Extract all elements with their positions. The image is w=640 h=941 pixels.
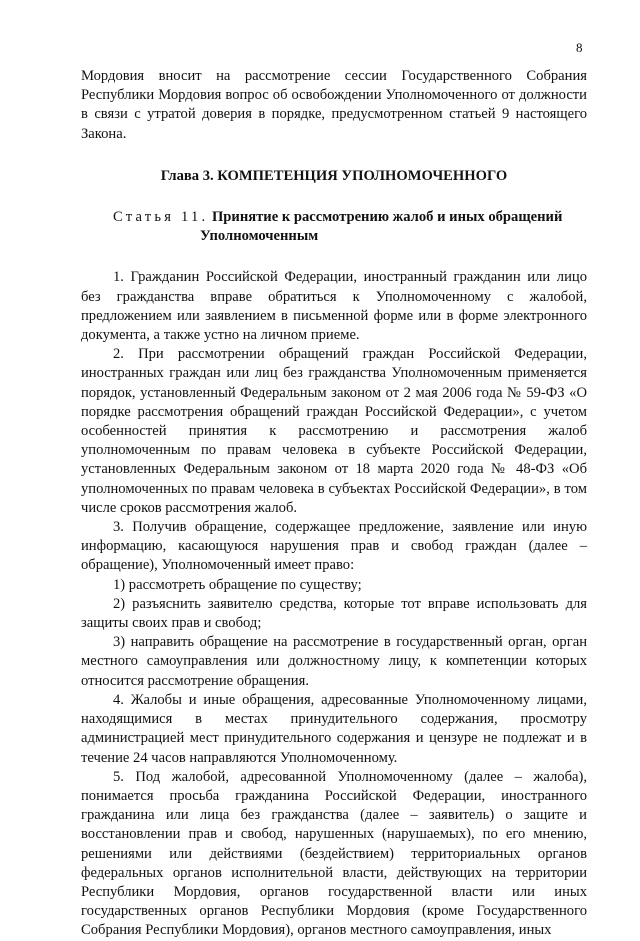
list-item-1: 1) рассмотреть обращение по существу; xyxy=(113,576,362,593)
article-title-line2: Уполномоченным xyxy=(200,228,319,245)
article-heading-line1 xyxy=(113,208,587,227)
list-item-2: 2) разъяснить заявителю средства, которые тот вправе использовать для защиты своих прав и свобод; xyxy=(81,595,587,632)
document-body xyxy=(81,67,587,941)
page-number: 8 xyxy=(576,40,583,55)
paragraph-1: 1. Гражданин Российской Федерации, иностранный гражданин или лицо без гражданства вправе обратиться к Уполномоченному с жалобой, предложением или заявлением в письменной форме или в форме электронного документа, а также устно на личном приеме. xyxy=(81,269,587,344)
article-label: Статья 11. xyxy=(113,209,209,226)
paragraph-4: 4. Жалобы и иные обращения, адресованные Уполномоченному лицами, находящимися в местах принудительного содержания, просмотру администрацией мест принудительного содержания и цензуре не подлежат и в течение 24 часов направляются Уполномоченному. xyxy=(81,691,587,766)
paragraph-3: 3. Получив обращение, содержащее предложение, заявление или иную информацию, касающуюся нарушения прав и свобод граждан (далее – обращение), Уполномоченный имеет право: xyxy=(81,519,587,574)
paragraph-2: 2. При рассмотрении обращений граждан Российской Федерации, иностранных граждан или лиц без гражданства Уполномоченным применяется порядок, установленный Федеральным законом от 2 мая 2006 года № 59-ФЗ «О порядке рассмотрения обращений граждан Российской Федерации», с учетом особенностей принятия к рассмотрению и рассмотрения жалоб уполномоченным по правам человека в субъекте Российской Федерации, установленных Федеральным законом от 18 марта 2020 года № 48-ФЗ «Об уполномоченных по правам человека в субъектах Российской Федерации», в том числе сроков рассмотрения жалоб. xyxy=(81,346,587,516)
intro-paragraph: Мордовия вносит на рассмотрение сессии Государственного Собрания Республики Мордовия вопрос об освобождении Уполномоченного от должности в связи с утратой доверия в порядке, предусмотренном статьей 9 настоящего Закона. xyxy=(81,68,587,142)
paragraph-5: 5. Под жалобой, адресованной Уполномоченному (далее – жалоба), понимается просьба гражданина Российской Федерации, иностранного гражданина или лица без гражданства (далее – заявитель) о защите и восстановлении прав и свобод, нарушенных (нарушаемых), по его мнению, решениями или действиями (бездействием) территориальных органов федеральных органов исполнительной власти, действующих на территории Республики Мордовия, органов государственной власти или иных государственных органов Республики Мордовия (кроме Государственного Собрания Республики Мордовия), органов местного самоуправления, иных xyxy=(81,768,587,939)
article-title-line1: Принятие к рассмотрению жалоб и иных обращений xyxy=(211,209,563,226)
article-heading xyxy=(81,208,587,246)
list-item-3: 3) направить обращение на рассмотрение в государственный орган, орган местного самоуправления или должностному лицу, к компетенции которых относится рассмотрение обращения. xyxy=(81,634,587,689)
article-paragraphs xyxy=(81,268,587,940)
chapter-heading: Глава 3. КОМПЕТЕНЦИЯ УПОЛНОМОЧЕННОГО xyxy=(160,167,508,184)
